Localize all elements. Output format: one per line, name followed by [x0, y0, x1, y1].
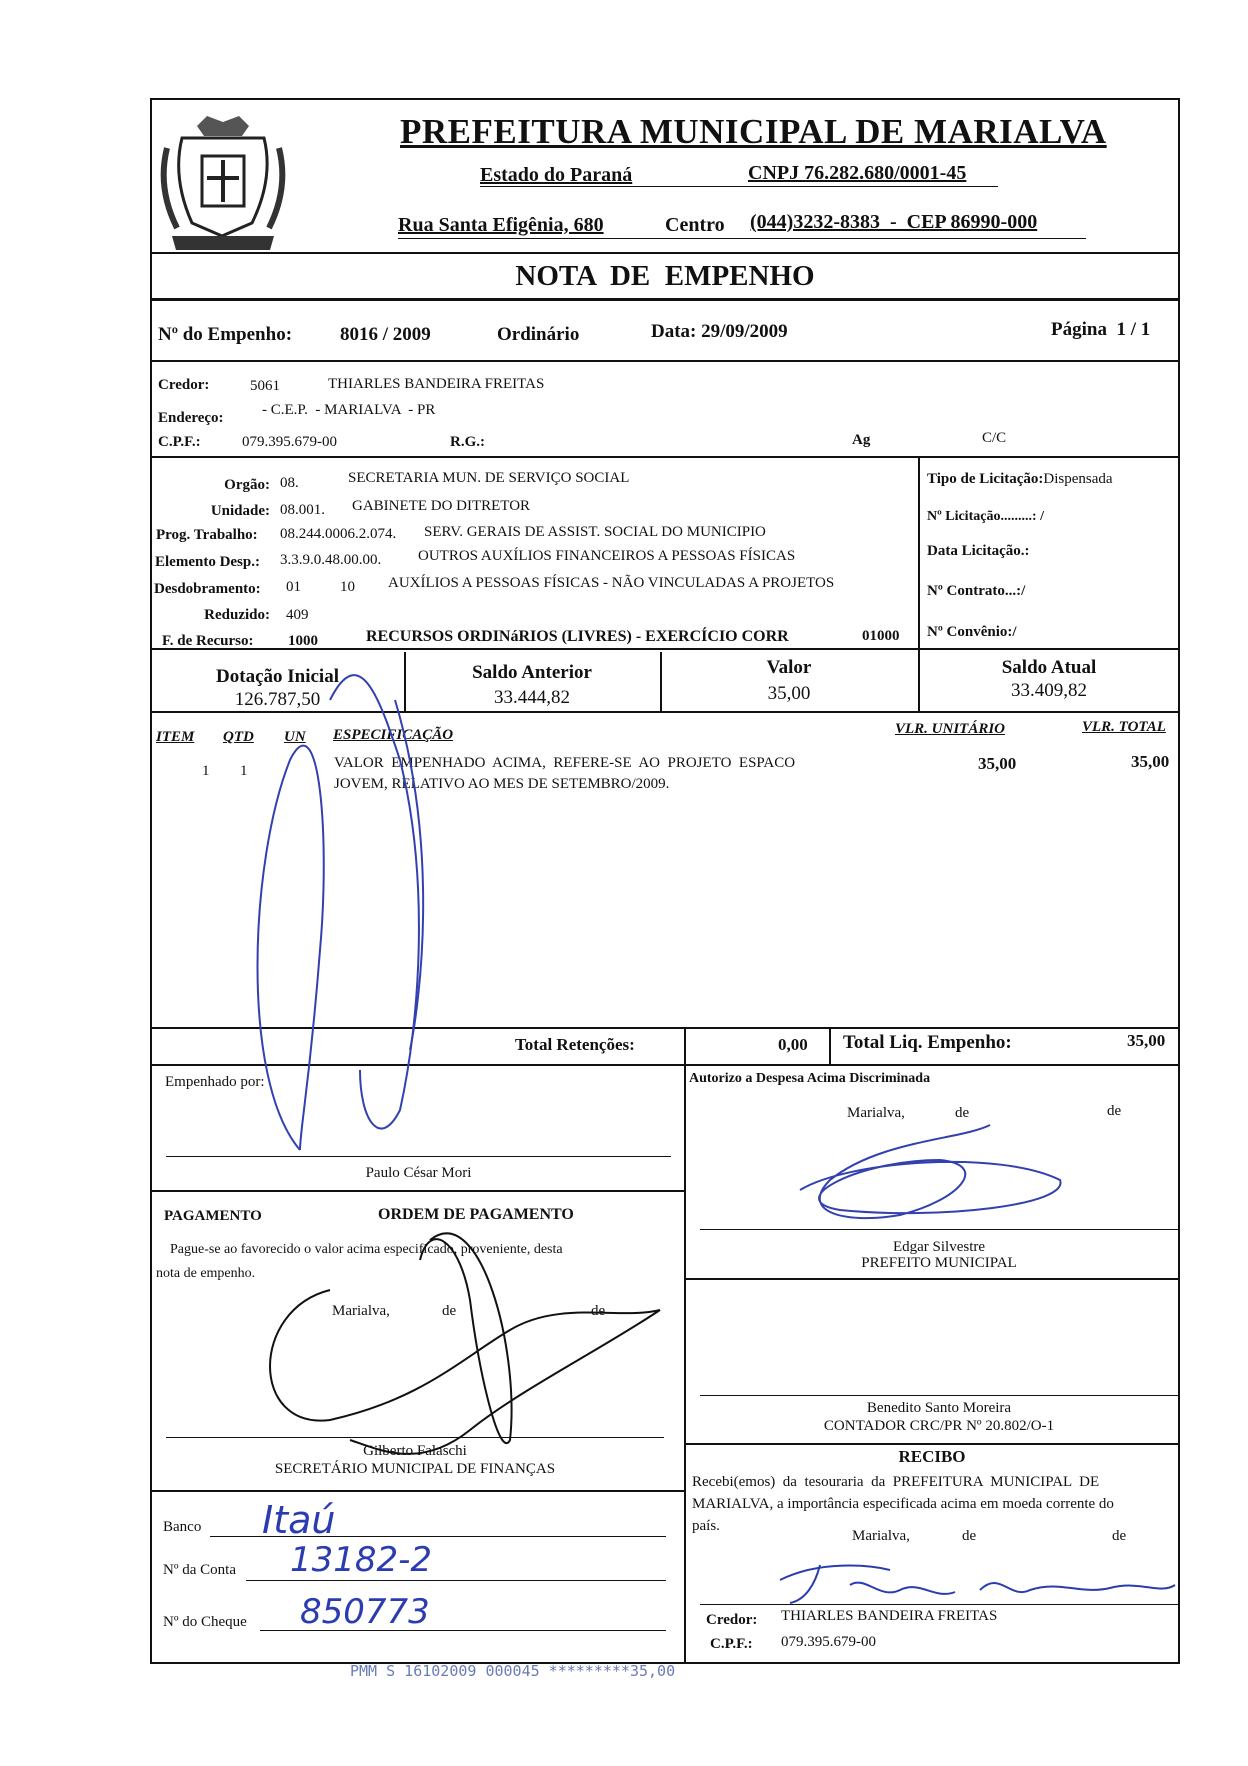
divider	[150, 711, 1180, 713]
autorizo-de1: de	[955, 1105, 970, 1121]
crest-icon	[152, 108, 294, 256]
elem-name: OUTROS AUXÍLIOS FINANCEIROS A PESSOAS FÍSICAS	[418, 548, 796, 564]
num-contrato: Nº Contrato...:/	[927, 583, 1026, 599]
anterior-label: Saldo Anterior	[472, 662, 592, 683]
row-unit: 35,00	[978, 754, 1017, 773]
prog-code: 08.244.0006.2.074.	[280, 526, 397, 542]
valor-label: Valor	[766, 657, 812, 678]
street: Rua Santa Efigênia, 680	[398, 214, 604, 236]
autorizo-role: PREFEITO MUNICIPAL	[861, 1255, 1017, 1271]
signature-line	[700, 1604, 1178, 1605]
atual-value: 33.409,82	[1011, 680, 1087, 701]
autorizo-place: Marialva,	[847, 1105, 905, 1121]
row-desc-line1: VALOR EMPENHADO ACIMA, REFERE-SE AO PROJETO ESPACO	[334, 755, 796, 771]
col-vlr-unitario: VLR. UNITÁRIO	[895, 721, 1006, 737]
divider	[150, 252, 1180, 254]
signature-line	[166, 1437, 664, 1438]
recibo-text3: país.	[692, 1518, 720, 1534]
row-desc-line2: JOVEM, RELATIVO AO MES DE SETEMBRO/2009.	[334, 776, 670, 792]
anterior-value: 33.444,82	[494, 687, 570, 708]
unidade-code: 08.001.	[280, 502, 325, 518]
credor-label: Credor:	[158, 377, 210, 393]
divider	[150, 648, 1180, 650]
conta-value: 13182-2	[290, 1540, 433, 1580]
data-licitacao: Data Licitação.:	[927, 543, 1030, 559]
banco-value: Itaú	[262, 1498, 336, 1542]
pagamento-text1: Pague-se ao favorecido o valor acima especificado, proveniente, desta	[170, 1242, 563, 1257]
unidade-name: GABINETE DO DITRETOR	[352, 498, 531, 514]
unidade-label: Unidade:	[210, 503, 270, 519]
empenhado-name: Paulo César Mori	[365, 1165, 472, 1181]
signature-line	[700, 1395, 1178, 1396]
empenho-type: Ordinário	[497, 324, 580, 345]
recibo-credor: THIARLES BANDEIRA FREITAS	[781, 1608, 998, 1624]
row-item: 1	[202, 763, 210, 779]
endereco: - C.E.P. - MARIALVA - PR	[262, 402, 436, 418]
divider	[684, 1278, 1180, 1280]
empenho-label: Nº do Empenho:	[158, 324, 293, 345]
address-underline	[398, 238, 1086, 239]
totals-divider	[829, 1027, 831, 1064]
recibo-cpf: 079.395.679-00	[781, 1634, 876, 1650]
cheque-value: 850773	[300, 1592, 430, 1632]
pagamento-place: Marialva,	[332, 1303, 390, 1319]
divider	[150, 298, 1180, 301]
lower-divider	[684, 1064, 686, 1664]
phone-cep: (044)3232-8383 - CEP 86990-000	[750, 211, 1038, 233]
autorizo-label: Autorizo a Despesa Acima Discriminada	[689, 1071, 931, 1086]
retencoes-value: 0,00	[778, 1035, 808, 1054]
page-title: PREFEITURA MUNICIPAL DE MARIALVA	[400, 112, 1107, 151]
divider	[150, 360, 1180, 362]
desd-code1: 01	[286, 579, 301, 595]
dotacao-label: Dotação Inicial	[216, 666, 339, 687]
pagamento-text2: nota de empenho.	[156, 1266, 256, 1281]
red-label: Reduzido:	[204, 607, 270, 623]
document-title: NOTA DE EMPENHO	[515, 260, 815, 292]
divider	[150, 1027, 1180, 1029]
cpf: 079.395.679-00	[242, 434, 337, 450]
orgao-label: Orgão:	[224, 477, 270, 493]
page-number: Página 1 / 1	[1051, 319, 1151, 340]
autorizo-de2: de	[1107, 1103, 1122, 1119]
dotacao-value: 126.787,50	[234, 689, 321, 710]
cc-label: C/C	[982, 430, 1007, 446]
signature-line	[700, 1229, 1178, 1230]
recibo-de1: de	[962, 1528, 977, 1544]
fonte-name: RECURSOS ORDINáRIOS (LIVRES) - EXERCÍCIO CORR	[366, 628, 789, 645]
tipo-value: Dispensada	[1043, 471, 1113, 487]
orgao-code: 08.	[280, 475, 299, 491]
divider	[150, 1064, 1180, 1066]
contador-role: CONTADOR CRC/PR Nº 20.802/O-1	[823, 1418, 1055, 1434]
desd-code2: 10	[340, 579, 355, 595]
fonte-num: 01000	[862, 628, 900, 644]
cnpj-label	[480, 186, 998, 187]
col-qtd: QTD	[223, 729, 254, 745]
liq-label: Total Liq. Empenho:	[843, 1032, 1012, 1053]
totals-divider	[684, 1027, 686, 1064]
recibo-de2: de	[1112, 1528, 1127, 1544]
pagamento-label: PAGAMENTO	[164, 1208, 262, 1224]
col-vlr-total: VLR. TOTAL	[1082, 719, 1166, 735]
recibo-credor-label: Credor:	[706, 1612, 758, 1628]
rg-label: R.G.:	[450, 434, 485, 450]
valor-value: 35,00	[767, 683, 811, 704]
col-item: ITEM	[156, 729, 195, 745]
signature-line	[166, 1156, 671, 1157]
elem-label: Elemento Desp.:	[155, 554, 260, 570]
budget-divider	[918, 456, 920, 648]
district: Centro	[665, 214, 725, 236]
elem-code: 3.3.9.0.48.00.00.	[280, 552, 382, 568]
tipo-licitacao	[927, 471, 1113, 488]
desd-label: Desdobramento:	[154, 581, 261, 597]
recibo-place: Marialva,	[852, 1528, 910, 1544]
contador-name: Benedito Santo Moreira	[866, 1400, 1012, 1416]
cnpj: CNPJ 76.282.680/0001-45	[748, 162, 967, 184]
row-total: 35,00	[1131, 752, 1170, 771]
ordem-label: ORDEM DE PAGAMENTO	[378, 1206, 574, 1223]
empenhado-label: Empenhado por:	[165, 1074, 265, 1090]
credor-code: 5061	[250, 378, 280, 394]
divider	[684, 1443, 1180, 1445]
col-un: UN	[284, 729, 306, 745]
num-licitacao: Nº Licitação.........: /	[927, 509, 1044, 524]
tipo-label: Tipo de Licitação:	[927, 471, 1044, 487]
cpf-label: C.P.F.:	[158, 434, 201, 450]
cheque-label: Nº do Cheque	[163, 1614, 247, 1630]
prog-label: Prog. Trabalho:	[156, 527, 258, 543]
empenho-number: 8016 / 2009	[340, 324, 431, 345]
num-convenio: Nº Convênio:/	[927, 624, 1017, 640]
autorizo-name: Edgar Silvestre	[892, 1239, 986, 1255]
row-qtd: 1	[240, 763, 248, 779]
pagamento-de2: de	[591, 1303, 606, 1319]
retencoes-label: Total Retenções:	[515, 1035, 635, 1054]
prog-name: SERV. GERAIS DE ASSIST. SOCIAL DO MUNICIPIO	[424, 524, 766, 540]
liq-value: 35,00	[1127, 1031, 1166, 1050]
fonte-label: F. de Recurso:	[162, 633, 254, 649]
desd-name: AUXÍLIOS A PESSOAS FÍSICAS - NÃO VINCULADAS A PROJETOS	[388, 575, 835, 591]
banco-label: Banco	[163, 1519, 202, 1535]
fonte-code: 1000	[288, 633, 318, 649]
divider	[150, 456, 1180, 458]
pagamento-name: Gilberto Falaschi	[363, 1443, 467, 1459]
state-label: Estado do Paraná	[480, 164, 633, 186]
pagamento-de1: de	[442, 1303, 457, 1319]
recibo-text2: MARIALVA, a importância especificada acima em moeda corrente do	[692, 1496, 1114, 1512]
ag-label: Ag	[852, 432, 871, 448]
conta-label: Nº da Conta	[163, 1562, 236, 1578]
endereco-label: Endereço:	[158, 410, 224, 426]
payment-stamp: PMM S 16102009 000045 *********35,00	[350, 1662, 676, 1680]
conta-line	[246, 1580, 666, 1581]
recibo-text1: Recebi(emos) da tesouraria da PREFEITURA MUNICIPAL DE	[692, 1474, 1100, 1490]
atual-label: Saldo Atual	[1001, 657, 1097, 678]
credor-name: THIARLES BANDEIRA FREITAS	[328, 376, 545, 392]
red-code: 409	[286, 607, 309, 623]
divider	[150, 1190, 684, 1192]
empenho-date: Data: 29/09/2009	[651, 321, 788, 342]
recibo-cpf-label: C.P.F.:	[710, 1636, 753, 1652]
recibo-title: RECIBO	[898, 1447, 966, 1466]
col-especificacao: ESPECIFICAÇÃO	[333, 727, 454, 743]
divider	[150, 1490, 684, 1492]
pagamento-role: SECRETÁRIO MUNICIPAL DE FINANÇAS	[274, 1461, 556, 1477]
orgao-name: SECRETARIA MUN. DE SERVIÇO SOCIAL	[348, 470, 630, 486]
